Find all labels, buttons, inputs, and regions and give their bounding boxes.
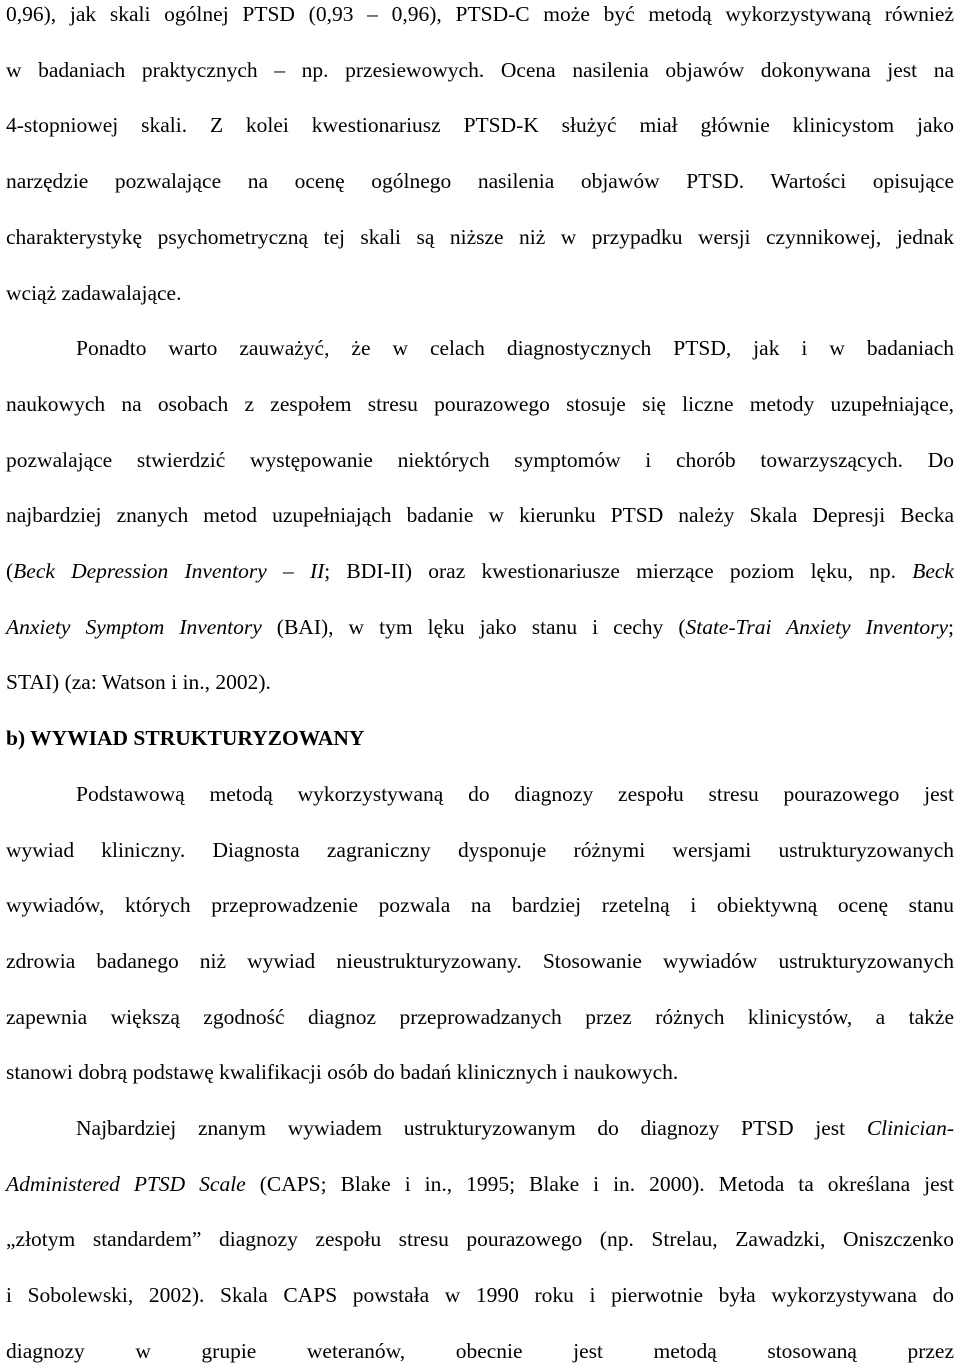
- text-line: [6, 613, 954, 641]
- text-segment: b) WYWIAD STRUKTURYZOWANY: [6, 726, 365, 751]
- text-segment: w badaniach praktycznych – np. przesiewowych. Ocena nasilenia objawów dokonywana jest na: [6, 57, 954, 82]
- italic-text: Clinician-: [866, 1116, 954, 1140]
- text-line: [6, 836, 954, 864]
- text-segment: zdrowia badanego niż wywiad nieustrukturyzowany. Stosowanie wywiadów ustrukturyzowanych: [6, 948, 954, 973]
- text-line: [6, 1058, 954, 1086]
- text-line: [76, 334, 954, 362]
- text-line: [6, 1337, 954, 1365]
- text-line: [6, 390, 954, 418]
- text-segment: (CAPS; Blake i in., 1995; Blake i in. 2000). Metoda ta określana jest: [245, 1171, 954, 1196]
- text-segment: Ponadto warto zauważyć, że w celach diagnostycznych PTSD, jak i w badaniach: [76, 336, 954, 361]
- italic-text: Beck: [912, 559, 954, 583]
- text-segment: 4-stopniowej skali. Z kolei kwestionariusz PTSD-K służyć miał głównie klinicystom jako: [6, 113, 954, 138]
- text-segment: i Sobolewski, 2002). Skala CAPS powstała w 1990 roku i pierwotnie była wykorzystywana do: [6, 1283, 954, 1308]
- text-segment: STAI) (za: Watson i in., 2002).: [6, 670, 271, 695]
- text-line: [6, 223, 954, 251]
- text-segment: charakterystykę psychometryczną tej skali są niższe niż w przypadku wersji czynnikowej, jednak: [6, 224, 954, 249]
- text-segment: wywiadów, których przeprowadzenie pozwala na bardziej rzetelną i obiektywną ocenę stanu: [6, 893, 954, 918]
- section-heading: [6, 724, 954, 752]
- text-line: [6, 947, 954, 975]
- text-segment: Podstawową metodą wykorzystywaną do diagnozy zespołu stresu pourazowego jest: [76, 781, 954, 806]
- text-segment: (: [6, 559, 14, 583]
- text-line: [76, 1114, 954, 1142]
- text-segment: naukowych na osobach z zespołem stresu pourazowego stosuje się liczne metody uzupełniające,: [6, 391, 954, 416]
- text-line: [6, 111, 954, 139]
- text-line: [6, 167, 954, 195]
- text-segment: diagnozy w grupie weteranów, obecnie jest metodą stosowaną przez: [6, 1338, 954, 1363]
- text-line: [6, 0, 954, 28]
- text-line: [6, 1281, 954, 1309]
- text-segment: „złotym standardem” diagnozy zespołu stresu pourazowego (np. Strelau, Zawadzki, Oniszczenko: [6, 1227, 954, 1252]
- text-segment: 0,96), jak skali ogólnej PTSD (0,93 – 0,96), PTSD-C może być metodą wykorzystywaną również: [6, 2, 954, 26]
- text-segment: stanowi dobrą podstawę kwalifikacji osób do badań klinicznych i naukowych.: [6, 1060, 679, 1085]
- text-segment: najbardziej znanych metod uzupełniająch badanie w kierunku PTSD należy Skala Depresji Becka: [6, 503, 954, 528]
- text-segment: Najbardziej znanym wywiadem ustrukturyzowanym do diagnozy PTSD jest: [76, 1116, 867, 1140]
- text-line: [6, 279, 954, 307]
- text-segment: wciąż zadawalające.: [6, 280, 182, 305]
- text-line: [6, 1170, 954, 1198]
- italic-text: Anxiety Symptom Inventory: [6, 614, 262, 639]
- italic-text: Administered PTSD Scale: [6, 1171, 246, 1196]
- text-segment: zapewnia większą zgodność diagnoz przeprowadzanych przez różnych klinicystów, a także: [6, 1004, 954, 1029]
- text-segment: ;: [948, 614, 955, 639]
- text-line: [6, 557, 954, 585]
- text-line: [6, 1003, 954, 1031]
- italic-text: State-Trai Anxiety Inventory: [685, 614, 949, 639]
- text-line: [6, 446, 954, 474]
- text-segment: wywiad kliniczny. Diagnosta zagraniczny dysponuje różnymi wersjami ustrukturyzowanych: [6, 837, 954, 862]
- text-line: [6, 1225, 954, 1253]
- text-line: [6, 56, 954, 84]
- text-segment: ; BDI-II) oraz kwestionariusze mierzące poziom lęku, np.: [324, 559, 913, 583]
- italic-text: Beck Depression Inventory – II: [13, 559, 325, 583]
- text-line: [6, 501, 954, 529]
- text-line: [6, 668, 954, 696]
- text-segment: narzędzie pozwalające na ocenę ogólnego nasilenia objawów PTSD. Wartości opisujące: [6, 169, 954, 194]
- text-line: [6, 891, 954, 919]
- text-segment: (BAI), w tym lęku jako stanu i cechy (: [261, 614, 686, 639]
- text-segment: pozwalające stwierdzić występowanie niektórych symptomów i chorób towarzyszących. Do: [6, 447, 954, 472]
- text-line: [76, 780, 954, 808]
